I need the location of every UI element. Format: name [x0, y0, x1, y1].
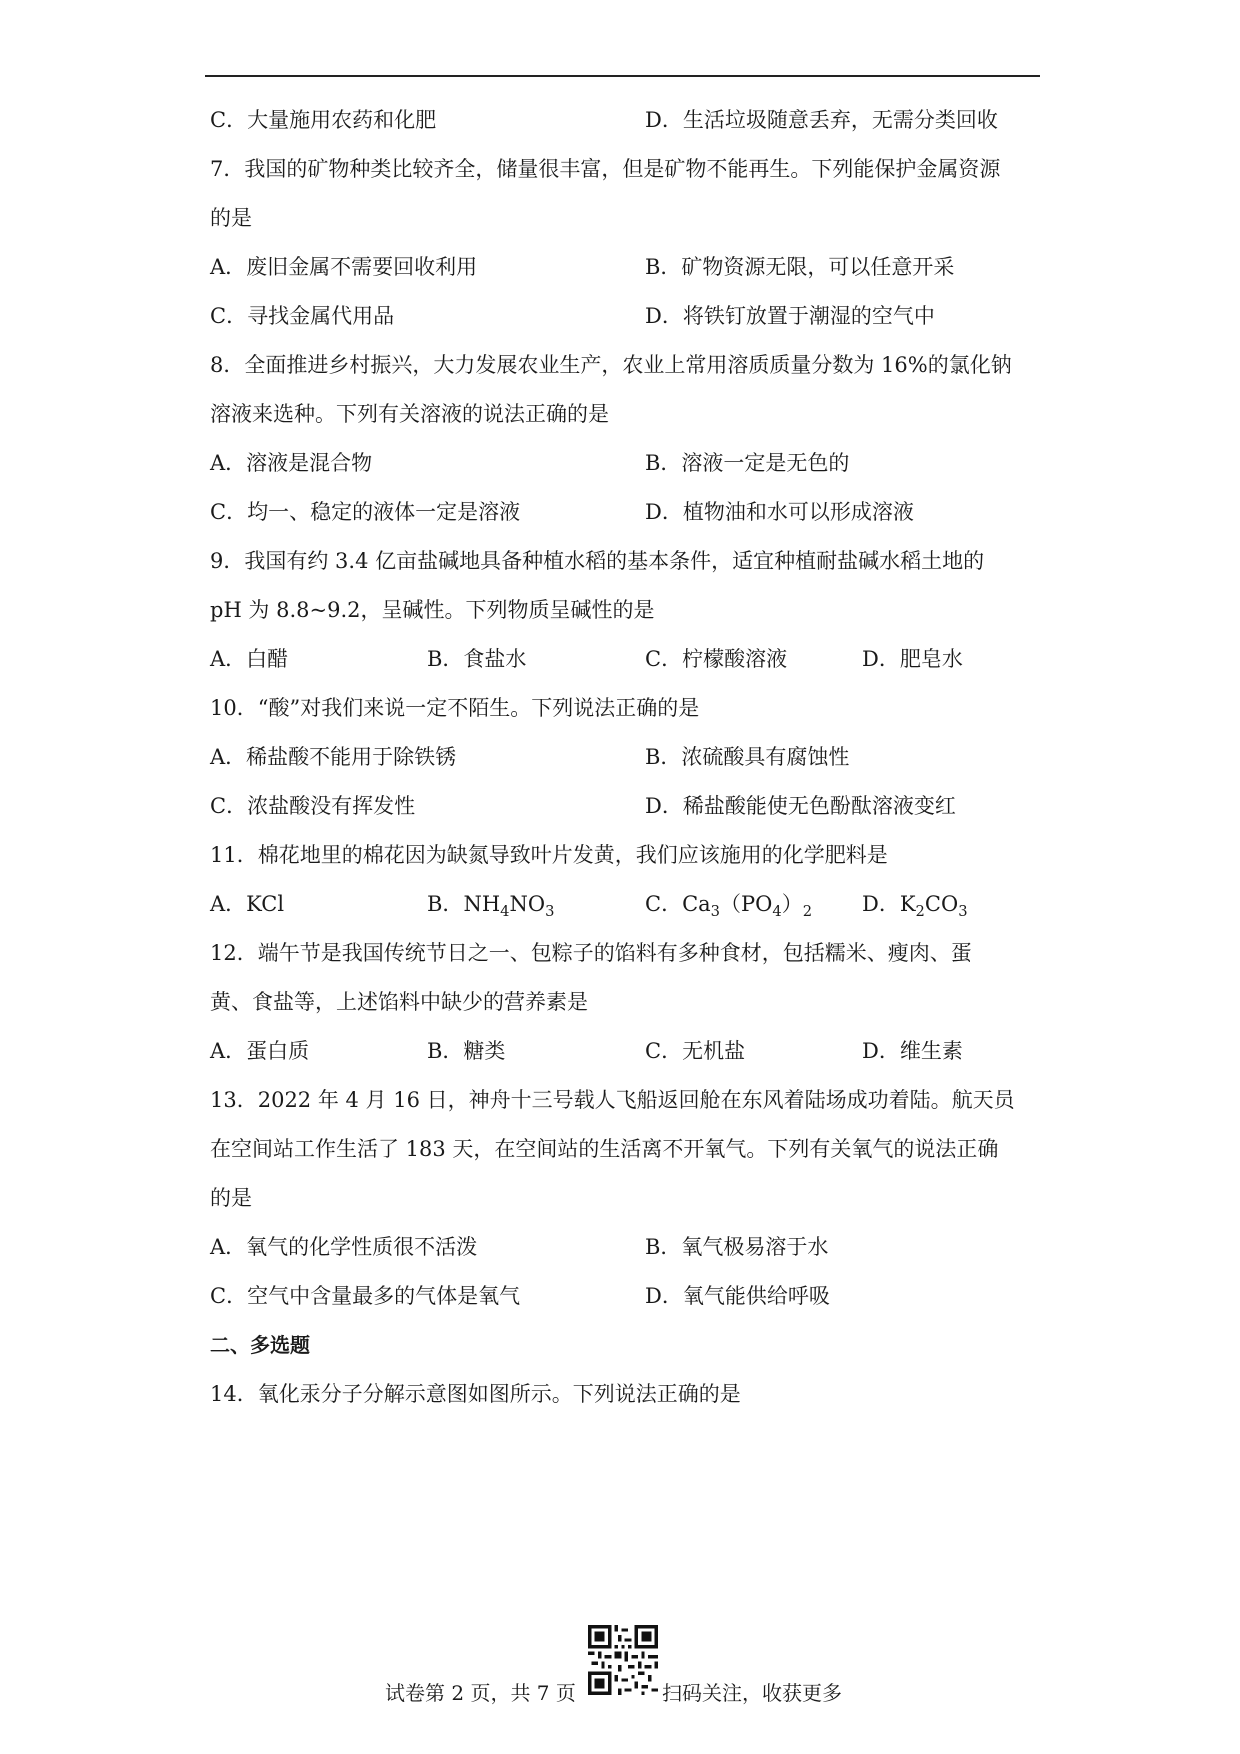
q13-stem-line3: 的是 [210, 1186, 252, 1210]
q10-stem: 10．“酸”对我们来说一定不陌生。下列说法正确的是 [210, 696, 700, 720]
q8-stem-line2: 溶液来选种。下列有关溶液的说法正确的是 [210, 402, 609, 426]
q10-option-a: A．稀盐酸不能用于除铁锈 [210, 745, 457, 769]
page-footer [0, 1625, 1240, 1705]
q7-options-ab [210, 243, 1040, 292]
q12-option-c: C．无机盐 [645, 1039, 746, 1063]
q11-option-d: D．$K_2CO_3$ [862, 892, 968, 921]
q12-option-d: D．维生素 [862, 1039, 963, 1063]
footer-page-info: 试卷第 2 页，共 7 页 [385, 1681, 576, 1705]
q9-option-d: D．肥皂水 [862, 647, 963, 671]
q6-option-d: D．生活垃圾随意丢弃，无需分类回收 [645, 108, 998, 132]
exam-page-content [210, 96, 1040, 1419]
qr-code-icon [588, 1625, 658, 1695]
q8-option-c: C．均一、稳定的液体一定是溶液 [210, 500, 521, 524]
q13-option-b: B．氧气极易溶于水 [645, 1235, 829, 1259]
q7-option-b: B．矿物资源无限，可以任意开采 [645, 255, 955, 279]
q10-option-b: B．浓硫酸具有腐蚀性 [645, 745, 850, 769]
q9-option-a: A．白醋 [210, 647, 289, 671]
q7-stem-line2: 的是 [210, 206, 252, 230]
q7-option-c: C．寻找金属代用品 [210, 304, 395, 328]
q7-options-cd [210, 292, 1040, 341]
q13-options-ab [210, 1223, 1040, 1272]
q12-options [210, 1027, 1040, 1076]
q9-option-b: B．食盐水 [427, 647, 527, 671]
q13-options-cd [210, 1272, 1040, 1321]
q8-stem-line1: 8．全面推进乡村振兴，大力发展农业生产，农业上常用溶质质量分数为 16%的氯化钠 [210, 353, 1012, 377]
q8-option-a: A．溶液是混合物 [210, 451, 373, 475]
q13-option-a: A．氧气的化学性质很不活泼 [210, 1235, 478, 1259]
q6-option-c: C．大量施用农药和化肥 [210, 108, 437, 132]
q7-option-a: A．废旧金属不需要回收利用 [210, 255, 478, 279]
q8-option-b: B．溶液一定是无色的 [645, 451, 850, 475]
q12-option-a: A．蛋白质 [210, 1039, 310, 1063]
q6-options-cd [210, 96, 1040, 145]
q13-option-d: D．氧气能供给呼吸 [645, 1284, 830, 1308]
q8-options-ab [210, 439, 1040, 488]
q14-stem: 14．氧化汞分子分解示意图如图所示。下列说法正确的是 [210, 1382, 741, 1406]
q11-option-c: C．$Ca_3(PO_4)_2$ [645, 892, 813, 921]
q11-stem: 11．棉花地里的棉花因为缺氮导致叶片发黄，我们应该施用的化学肥料是 [210, 843, 888, 867]
q10-option-d: D．稀盐酸能使无色酚酞溶液变红 [645, 794, 956, 818]
header-rule [205, 75, 1040, 77]
q12-stem-line1: 12．端午节是我国传统节日之一、包粽子的馅料有多种食材，包括糯米、瘦肉、蛋 [210, 941, 972, 965]
q8-option-d: D．植物油和水可以形成溶液 [645, 500, 914, 524]
q11-option-a: A．KCl [210, 892, 285, 916]
q10-options-cd [210, 782, 1040, 831]
q7-stem-line1: 7．我国的矿物种类比较齐全，储量很丰富，但是矿物不能再生。下列能保护金属资源 [210, 157, 1001, 181]
q9-stem-line1: 9．我国有约 3.4 亿亩盐碱地具备种植水稻的基本条件，适宜种植耐盐碱水稻土地的 [210, 549, 985, 573]
q8-options-cd [210, 488, 1040, 537]
q11-options [210, 880, 1040, 929]
q7-option-d: D．将铁钉放置于潮湿的空气中 [645, 304, 935, 328]
q12-option-b: B．糖类 [427, 1039, 506, 1063]
q13-option-c: C．空气中含量最多的气体是氧气 [210, 1284, 521, 1308]
q12-stem-line2: 黄、食盐等，上述馅料中缺少的营养素是 [210, 990, 588, 1014]
q9-option-c: C．柠檬酸溶液 [645, 647, 788, 671]
q13-stem-line2: 在空间站工作生活了 183 天，在空间站的生活离不开氧气。下列有关氧气的说法正确 [210, 1137, 999, 1161]
q11-formula-a: KCl [246, 892, 285, 916]
footer-scan-text: 扫码关注，收获更多 [662, 1681, 842, 1705]
q9-options [210, 635, 1040, 684]
q11-option-b: B．$NH_4NO_3$ [427, 892, 555, 921]
q13-stem-line1: 13．2022 年 4 月 16 日，神舟十三号载人飞船返回舱在东风着陆场成功着陆。航天员 [210, 1088, 1015, 1112]
q10-options-ab [210, 733, 1040, 782]
section-heading-multi-choice: 二、多选题 [210, 1333, 310, 1357]
q9-stem-line2: pH 为 8.8~9.2，呈碱性。下列物质呈碱性的是 [210, 598, 655, 622]
q10-option-c: C．浓盐酸没有挥发性 [210, 794, 416, 818]
